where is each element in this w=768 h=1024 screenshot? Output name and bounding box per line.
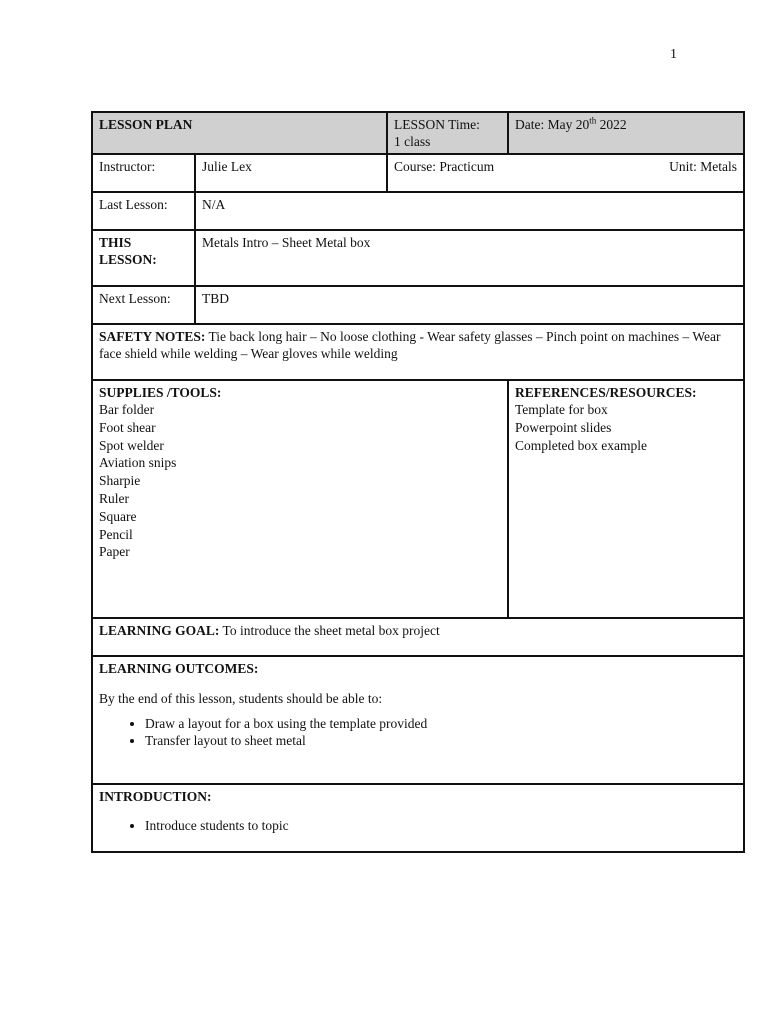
safety-text: Tie back long hair – No loose clothing - Wear safety glasses – Pinch point on machines – Wear face shield while welding – Wear gloves while welding [99,329,721,361]
lesson-time-value: 1 class [394,134,431,149]
this-lesson-value: Metals Intro – Sheet Metal box [195,230,744,286]
next-lesson-label: Next Lesson: [92,286,195,324]
supply-item: Spot welder [99,437,164,453]
this-lesson-row [92,230,744,286]
next-lesson-value: TBD [195,286,744,324]
course-value: Course: Practicum [394,159,495,174]
supply-item: Square [99,508,137,524]
list-item: • Transfer layout to sheet metal [145,732,737,749]
date-prefix: Date: May 20 [515,117,590,132]
lesson-time-label: LESSON Time: [394,117,480,132]
learning-outcomes-list [99,715,737,749]
unit-value: Unit: Metals [669,159,737,174]
supply-item: Foot shear [99,419,156,435]
supply-item: Sharpie [99,473,141,489]
learning-outcomes-intro: By the end of this lesson, students should be able to: [99,691,383,706]
date-year: 2022 [596,117,627,132]
supply-item: Ruler [99,490,129,506]
safety-label: SAFETY NOTES: [99,329,206,344]
list-item: • Introduce students to topic [145,817,737,834]
learning-outcomes-label: LEARNING OUTCOMES: [99,661,259,676]
last-lesson-value: N/A [195,192,744,230]
supply-item: Pencil [99,526,133,542]
introduction-label: INTRODUCTION: [99,789,212,804]
references-cell [508,380,744,618]
last-lesson-row [92,192,744,230]
references-label: REFERENCES/RESOURCES: [515,385,697,400]
learning-goal-row [92,618,744,656]
supply-item: Bar folder [99,402,155,417]
instructor-label: Instructor: [92,154,195,192]
next-lesson-row [92,286,744,324]
last-lesson-label: Last Lesson: [92,192,195,230]
supplies-row [92,380,744,618]
date-sup: th [589,115,597,126]
supplies-cell [92,380,508,618]
this-lesson-label: THIS LESSON: [92,230,195,286]
instructor-row [92,154,744,192]
instructor-value: Julie Lex [195,154,387,192]
course-unit-cell [387,154,744,192]
introduction-list [99,817,737,834]
date-cell [508,112,744,154]
supplies-label: SUPPLIES /TOOLS: [99,385,222,400]
learning-goal-cell [92,618,744,656]
learning-goal-text: To introduce the sheet metal box project [219,623,440,638]
supply-item: Paper [99,544,130,560]
learning-goal-label: LEARNING GOAL: [99,623,220,638]
reference-item: Completed box example [515,437,647,453]
lesson-time-cell [387,112,508,154]
reference-item: Template for box [515,402,608,417]
page-number: 1 [670,47,677,62]
introduction-row [92,784,744,852]
reference-item: Powerpoint slides [515,419,612,435]
safety-row [92,324,744,380]
safety-cell [92,324,744,380]
introduction-cell [92,784,744,852]
list-item: • Draw a layout for a box using the template provided [145,715,737,732]
header-row [92,112,744,154]
lesson-plan-title: LESSON PLAN [92,112,387,154]
learning-outcomes-row [92,656,744,784]
lesson-plan-table [91,111,745,853]
supply-item: Aviation snips [99,455,177,471]
learning-outcomes-cell [92,656,744,784]
